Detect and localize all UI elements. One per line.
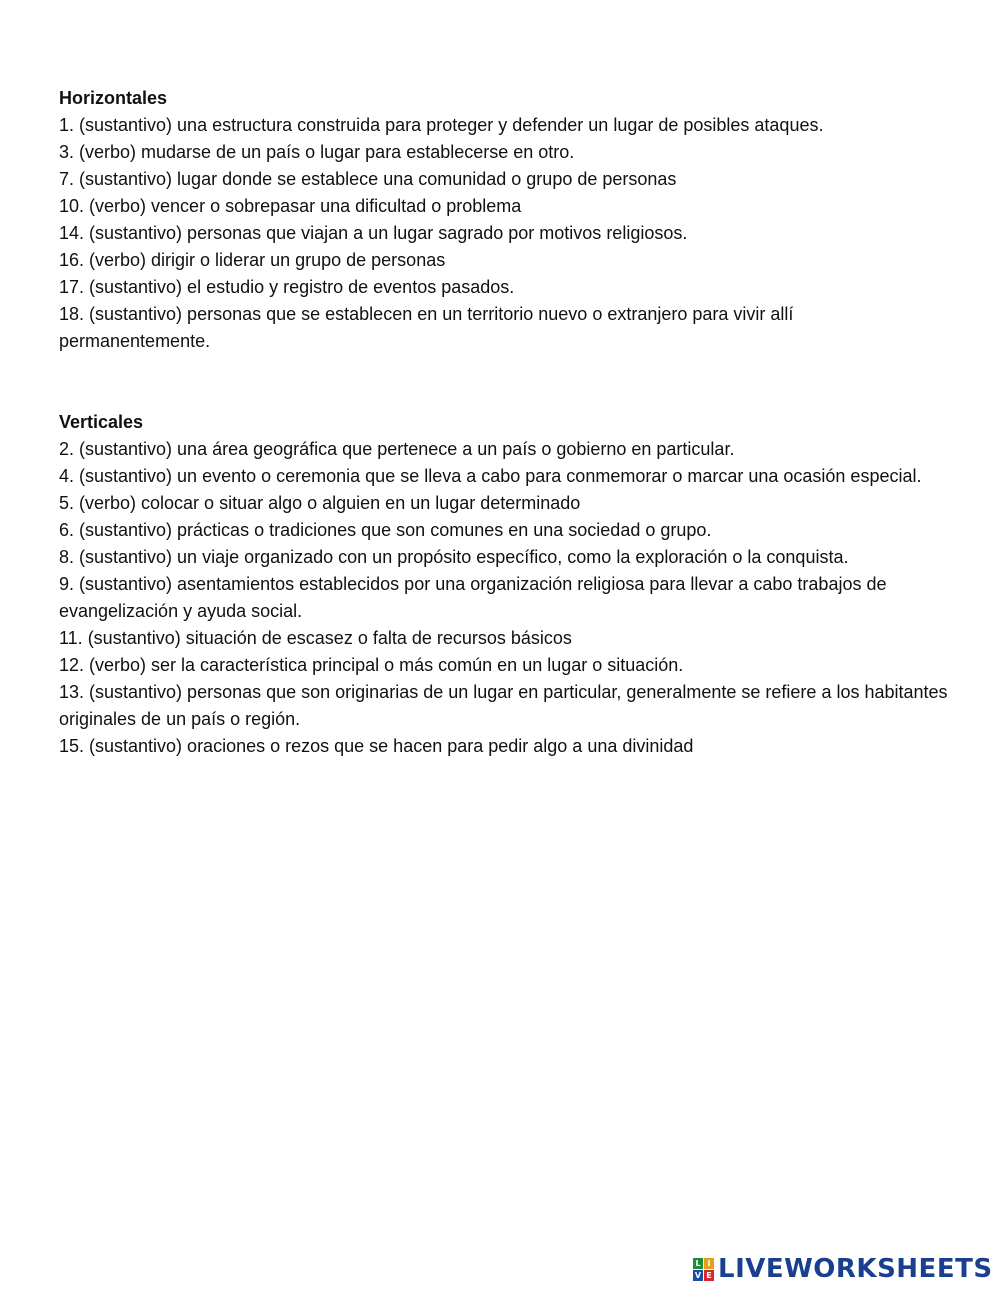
- horizontales-clue-list: [59, 112, 949, 355]
- clue-item: 17. (sustantivo) el estudio y registro de eventos pasados.: [59, 277, 515, 297]
- clue-item: 13. (sustantivo) personas que son originarias de un lugar en particular, generalmente se refiere a los habitantes originales de un país o región.: [59, 682, 948, 729]
- section-divider: [59, 355, 949, 409]
- clue-item: 10. (verbo) vencer o sobrepasar una dificultad o problema: [59, 196, 522, 216]
- logo-mark-letter: L: [693, 1258, 703, 1269]
- clue-item: 14. (sustantivo) personas que viajan a un lugar sagrado por motivos religiosos.: [59, 223, 688, 243]
- logo-text: LIVEWORKSHEETS: [718, 1254, 993, 1284]
- clue-item: 3. (verbo) mudarse de un país o lugar para establecerse en otro.: [59, 142, 575, 162]
- clue-item: 15. (sustantivo) oraciones o rezos que se hacen para pedir algo a una divinidad: [59, 736, 694, 756]
- clue-item: 11. (sustantivo) situación de escasez o falta de recursos básicos: [59, 628, 572, 648]
- clue-item: 9. (sustantivo) asentamientos establecidos por una organización religiosa para llevar a cabo trabajos de evangelización y ayuda social.: [59, 574, 887, 621]
- worksheet-page: [59, 85, 949, 760]
- verticales-clue-list: [59, 436, 949, 760]
- verticales-title: Verticales: [59, 412, 144, 432]
- clue-item: 8. (sustantivo) un viaje organizado con un propósito específico, como la exploración o la conquista.: [59, 547, 849, 567]
- logo-mark-letter: V: [694, 1270, 702, 1280]
- clue-item: 4. (sustantivo) un evento o ceremonia que se lleva a cabo para conmemorar o marcar una ocasión especial.: [59, 466, 922, 486]
- clue-item: 6. (sustantivo) prácticas o tradiciones que son comunes en una sociedad o grupo.: [59, 520, 712, 540]
- clue-item: 16. (verbo) dirigir o liderar un grupo de personas: [59, 250, 446, 270]
- clue-item: 12. (verbo) ser la característica principal o más común en un lugar o situación.: [59, 655, 684, 675]
- clue-item: 2. (sustantivo) una área geográfica que pertenece a un país o gobierno en particular.: [59, 439, 735, 459]
- horizontales-section: [59, 85, 949, 355]
- horizontales-title: Horizontales: [59, 88, 168, 108]
- logo-mark-letter: I: [704, 1258, 714, 1269]
- clue-item: 7. (sustantivo) lugar donde se establece una comunidad o grupo de personas: [59, 169, 677, 189]
- clue-item: 5. (verbo) colocar o situar algo o alguien en un lugar determinado: [59, 493, 581, 513]
- verticales-section: [59, 409, 949, 760]
- liveworksheets-logo[interactable]: [693, 1254, 993, 1284]
- clue-item: 1. (sustantivo) una estructura construida para proteger y defender un lugar de posibles ataques.: [59, 115, 824, 135]
- logo-mark-icon: [693, 1258, 714, 1281]
- clue-item: 18. (sustantivo) personas que se establecen en un territorio nuevo o extranjero para vivir allí permanentemente.: [59, 304, 794, 351]
- logo-mark-letter: E: [704, 1270, 714, 1281]
